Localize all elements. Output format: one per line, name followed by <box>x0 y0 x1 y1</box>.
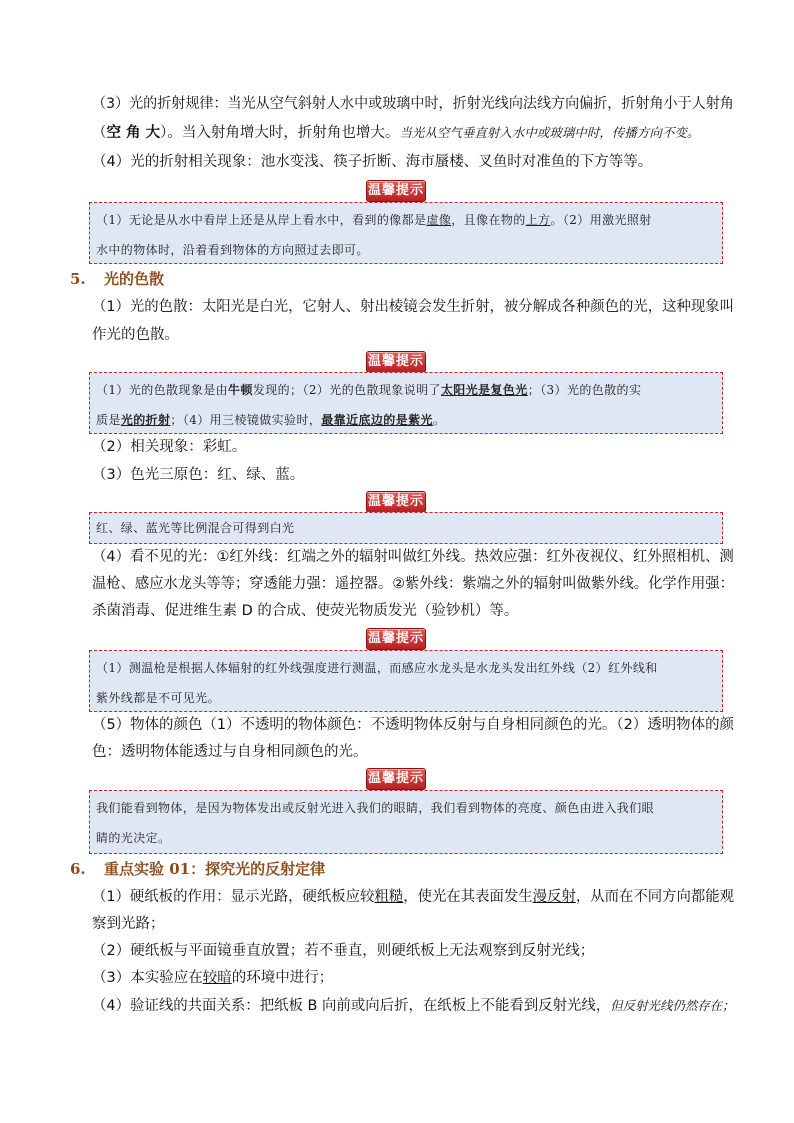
text-run: ；（4）用三棱镜做实验时， <box>170 413 322 427</box>
tip-line: 睛的光决定。 <box>96 831 171 845</box>
text-run: （4）验证线的共面关系：把纸板 B 向前或向后折，在纸板上不能看到反射光线， <box>92 998 611 1014</box>
text-line: （3）色光三原色：红、绿、蓝。 <box>92 467 305 483</box>
text-line: 察到光路； <box>92 916 165 932</box>
underlined-text: 漫反射 <box>532 889 576 905</box>
underlined-text: 光的折射 <box>120 413 171 427</box>
text-run: （ <box>92 125 107 141</box>
paragraph-refraction-law-cont <box>92 120 699 146</box>
underlined-text: 粗糙 <box>374 889 404 905</box>
paragraph-cardboard-role <box>92 884 734 910</box>
bold-text: 空 角 大 <box>106 125 161 141</box>
paragraph-related-phenomena <box>92 434 246 460</box>
tip-label: 温馨提示 <box>367 494 424 509</box>
tip-line: 紫外线都是不可见光。 <box>96 691 221 705</box>
tip-label: 温馨提示 <box>367 631 424 646</box>
text-line: （5）物体的颜色（1）不透明的物体颜色：不透明物体反射与自身相同颜色的光。（2）透明物体的颜 <box>92 717 735 733</box>
warm-tip-box <box>89 202 723 264</box>
tip-line <box>96 205 716 235</box>
warm-tip-box <box>89 512 723 544</box>
paragraph-dark-environment <box>92 965 333 991</box>
tip-line <box>96 375 716 405</box>
warm-tip-box <box>89 650 723 712</box>
text-run: 质是 <box>96 413 121 427</box>
paragraph-primary-colors <box>92 462 304 488</box>
warm-tip-badge <box>366 180 426 202</box>
warm-tip-badge <box>366 491 426 513</box>
text-line: （2）硬纸板与平面镜垂直放置；若不垂直，则硬纸板上无法观察到反射光线； <box>92 943 595 959</box>
tip-label: 温馨提示 <box>367 771 424 786</box>
text-run: 。 <box>432 413 446 427</box>
tip-line: 我们能看到物体，是因为物体发出或反射光进入我们的眼睛，我们看到物体的亮度、颜色由进入我们眼 <box>96 801 655 815</box>
text-run: ，使光在其表面发生 <box>403 889 533 905</box>
tip-line <box>96 405 716 435</box>
paragraph-vertical-placement <box>92 938 594 964</box>
text-run: （1）无论是从水中看岸上还是从岸上看水中，看到的像都是 <box>96 213 427 227</box>
heading-number: 6. <box>70 860 86 878</box>
tip-label: 温馨提示 <box>367 354 424 369</box>
underlined-text: 较暗 <box>202 970 232 986</box>
text-line: 温枪、感应水龙头等等；穿透能力强：遥控器。②紫外线：紫端之外的辐射叫做紫外线。化学作用强： <box>92 576 734 592</box>
paragraph-refraction-law <box>92 91 734 117</box>
paragraph-invisible-light <box>92 544 734 570</box>
text-run: 发现的；（2）光的色散现象说明了 <box>252 383 441 397</box>
paragraph-dispersion-cont <box>92 322 179 348</box>
text-run: 的环境中进行； <box>231 970 334 986</box>
section-heading-6 <box>70 858 325 879</box>
paragraph-invisible-light-cont <box>92 598 518 624</box>
text-line: 作光的色散。 <box>92 327 179 343</box>
tip-line: 红、绿、蓝光等比例混合可得到白光 <box>96 521 295 535</box>
note-text: 当光从空气垂直射入水中或玻璃中时，传播方向不变。 <box>399 125 700 140</box>
warm-tip-badge <box>366 628 426 650</box>
text-line: （4）看不见的光：①红外线：红端之外的辐射叫做红外线。热效应强：红外夜视仪、红外照相机、测 <box>92 549 734 565</box>
paragraph-dispersion <box>92 294 734 320</box>
paragraph-coplanar-verification <box>92 993 735 1019</box>
paragraph-object-color-cont <box>92 739 368 765</box>
paragraph-invisible-light-cont <box>92 571 734 597</box>
text-line: 杀菌消毒、促进维生素 D 的合成、使荧光物质发光（验钞机）等。 <box>92 603 519 619</box>
paragraph-cardboard-role-cont <box>92 911 165 937</box>
heading-title: 重点实验 01：探究光的反射定律 <box>104 860 326 878</box>
paragraph-refraction-phenomena <box>92 149 652 175</box>
text-line: （3）光的折射规律：当光从空气斜射人水中或玻璃中时，折射光线向法线方向偏折，折射角小于人射角 <box>92 96 734 112</box>
warm-tip-box <box>89 790 723 854</box>
tip-label: 温馨提示 <box>367 183 424 198</box>
section-heading-5 <box>70 268 164 289</box>
heading-number: 5. <box>70 270 86 288</box>
text-run: ，且像在物的 <box>451 213 526 227</box>
paragraph-object-color <box>92 712 734 738</box>
text-run: ，从而在不同方向都能观 <box>575 889 735 905</box>
text-run: （1）硬纸板的作用：显示光路，硬纸板应较 <box>92 889 375 905</box>
bold-text: 牛顿 <box>228 383 253 397</box>
underlined-text: 太阳光是复色光 <box>440 383 528 397</box>
tip-line: 水中的物体时，沿着看到物体的方向照过去即可。 <box>96 243 369 257</box>
text-run: （1）光的色散现象是由 <box>96 383 229 397</box>
warm-tip-badge <box>366 351 426 373</box>
text-run: （3）本实验应在 <box>92 970 203 986</box>
text-line: （4）光的折射相关现象：池水变浅、筷子折断、海市蜃楼、叉鱼时对准鱼的下方等等。 <box>92 154 653 170</box>
heading-title: 光的色散 <box>104 270 165 288</box>
text-line: 色：透明物体能透过与自身相同颜色的光。 <box>92 744 368 760</box>
note-text: 但反射光线仍然存在； <box>610 998 735 1013</box>
underlined-text: 最靠近底边的是紫光 <box>321 413 433 427</box>
text-run: 。（2）用激光照射 <box>550 213 652 227</box>
text-line: （1）光的色散：太阳光是白光，它射人、射出棱镜会发生折射，被分解成各种颜色的光，这种现象叫 <box>92 299 735 315</box>
text-run: ）。当入射角增大时，折射角也增大。 <box>160 125 400 141</box>
text-run: ；（3）光的色散的实 <box>527 383 642 397</box>
underlined-text: 上方 <box>525 213 551 227</box>
text-line: （2）相关现象：彩虹。 <box>92 439 247 455</box>
tip-line: （1）测温枪是根据人体辐射的红外线强度进行测温，而感应水龙头是水龙头发出红外线（2）红外线和 <box>96 661 658 675</box>
warm-tip-badge <box>366 768 426 790</box>
underlined-text: 虚像 <box>426 213 452 227</box>
warm-tip-box <box>89 372 723 434</box>
